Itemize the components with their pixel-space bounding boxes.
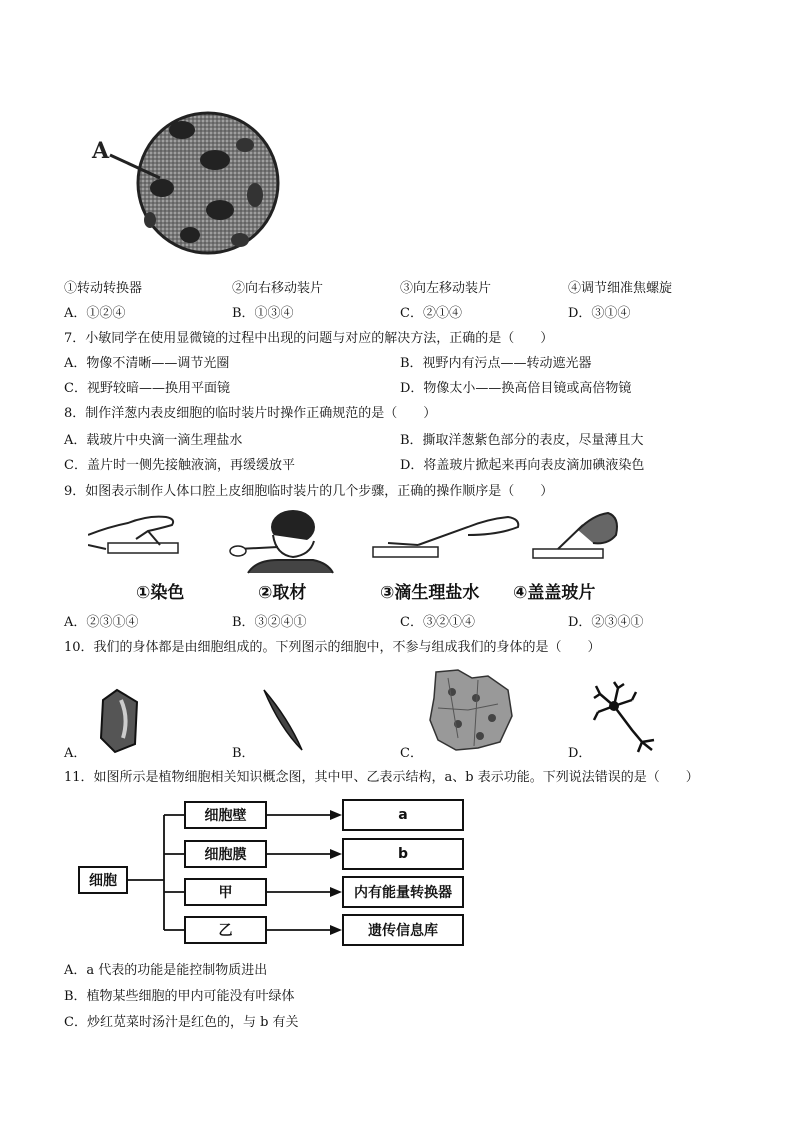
q10-label-d[interactable]: D． <box>568 746 592 761</box>
diagram-cell-wall: 细胞壁 <box>184 801 267 829</box>
dropping-saline-icon <box>373 517 518 557</box>
q8-option-c[interactable]: C．盖片时一侧先接触液滴，再缓缓放平 <box>64 458 295 473</box>
staining-illustration-icon <box>88 517 178 553</box>
q11-option-b[interactable]: B．植物某些细胞的甲内可能没有叶绿体 <box>64 989 295 1004</box>
microscope-field-figure <box>70 100 290 265</box>
q7-options-row1 <box>64 355 744 373</box>
q6-step-1: ①转动转换器 <box>64 281 143 296</box>
q9-option-a[interactable]: A．②③①④ <box>64 615 139 630</box>
diagram-structure-jia: 甲 <box>184 878 267 906</box>
person-sampling-icon <box>230 510 333 573</box>
diagram-cell-membrane: 细胞膜 <box>184 840 267 868</box>
q10-label-b[interactable]: B． <box>232 746 255 761</box>
q8-options-row2 <box>64 457 744 475</box>
diagram-function-a: a <box>342 799 464 831</box>
q7-options-row2 <box>64 380 744 398</box>
q11-option-c[interactable]: C．炒红苋菜时汤汁是红色的，与 b 有关 <box>64 1015 299 1030</box>
q8-option-d[interactable]: D．将盖玻片掀起来再向表皮滴加碘液染色 <box>400 458 645 473</box>
q7-option-d[interactable]: D．物像太小——换高倍目镜或高倍物镜 <box>400 381 632 396</box>
q8-stem: 8．制作洋葱内表皮细胞的临时装片时操作正确规范的是（ ） <box>64 406 437 421</box>
q7-option-c[interactable]: C．视野较暗——换用平面镜 <box>64 381 230 396</box>
q9-caption-2: ②取材 <box>258 583 307 603</box>
q9-option-b[interactable]: B．③②④① <box>232 615 307 630</box>
q6-step-2: ②向右移动装片 <box>232 281 324 296</box>
q8-options-row1 <box>64 432 744 450</box>
cell-concept-diagram <box>64 790 484 950</box>
diagram-root-cell: 细胞 <box>78 866 128 894</box>
q8-option-a[interactable]: A．载玻片中央滴一滴生理盐水 <box>64 433 243 448</box>
q6-option-b[interactable]: B．①③④ <box>232 306 294 321</box>
q6-option-d[interactable]: D．③①④ <box>568 306 631 321</box>
q9-options <box>64 614 744 632</box>
q11-stem: 11．如图所示是植物细胞相关知识概念图，其中甲、乙表示结构，a、b 表示功能。下列说法错误的是（ ） <box>64 770 699 785</box>
q9-caption-4: ④盖盖玻片 <box>513 583 596 603</box>
cover-slip-icon <box>533 513 617 558</box>
diagram-structure-yi: 乙 <box>184 916 267 944</box>
q10-stem: 10．我们的身体都是由细胞组成的。下列图示的细胞中，不参与组成我们的身体的是（ ） <box>64 640 601 655</box>
neuron-image <box>592 680 662 754</box>
q6-option-a[interactable]: A．①②④ <box>64 306 126 321</box>
figure-label-a: A <box>92 138 110 164</box>
q7-option-a[interactable]: A．物像不清晰——调节光圈 <box>64 356 230 371</box>
q8-option-b[interactable]: B．撕取洋葱紫色部分的表皮，尽量薄且大 <box>400 433 644 448</box>
q6-options <box>64 305 744 323</box>
q10-label-c[interactable]: C． <box>400 746 423 761</box>
diagram-function-energy: 内有能量转换器 <box>342 876 464 908</box>
q9-caption-1: ①染色 <box>136 583 185 603</box>
diagram-function-b: b <box>342 838 464 870</box>
q9-steps-figure <box>88 505 628 605</box>
q7-option-b[interactable]: B．视野内有污点——转动遮光器 <box>400 356 592 371</box>
q9-stem: 9．如图表示制作人体口腔上皮细胞临时装片的几个步骤，正确的操作顺序是（ ） <box>64 484 554 499</box>
epithelial-cells-image <box>428 668 514 752</box>
q6-step-4: ④调节细准焦螺旋 <box>568 281 673 296</box>
q6-steps <box>64 280 744 298</box>
q6-option-c[interactable]: C．②①④ <box>400 306 462 321</box>
q6-step-3: ③向左移动装片 <box>400 281 492 296</box>
q9-option-d[interactable]: D．②③④① <box>568 615 644 630</box>
q9-caption-3: ③滴生理盐水 <box>380 583 480 603</box>
diagram-function-genetic: 遗传信息库 <box>342 914 464 946</box>
q9-option-c[interactable]: C．③②①④ <box>400 615 475 630</box>
q10-label-a[interactable]: A． <box>64 746 87 761</box>
q11-option-a[interactable]: A．a 代表的功能是能控制物质进出 <box>64 963 268 978</box>
q10-labels <box>64 745 744 763</box>
q7-stem: 7．小敏同学在使用显微镜的过程中出现的问题与对应的解决方法，正确的是（ ） <box>64 331 554 346</box>
